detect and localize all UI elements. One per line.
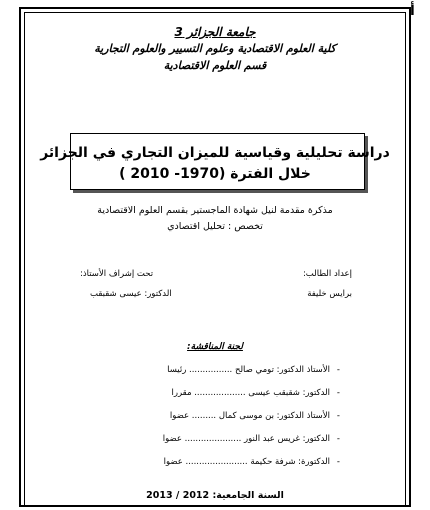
committee-member-text: الدكتور: شقبقب عيسى ................... مقررا <box>171 388 330 398</box>
committee-member <box>100 388 340 398</box>
committee-member <box>100 457 340 467</box>
student-name: برايس خليفة <box>307 289 352 299</box>
department-name: قسم العلوم الاقتصادية <box>163 59 267 72</box>
list-bullet: - <box>336 411 340 421</box>
committee-title: لجنة المناقشة: <box>187 342 243 352</box>
thesis-title-line1: دراسة تحليلية وقياسية للميزان التجاري في الجزائر <box>40 145 390 161</box>
committee-member <box>100 434 340 444</box>
university-name: جامعة الجزائر 3 <box>174 25 256 39</box>
student-label: إعداد الطالب: <box>302 269 352 279</box>
thesis-title-line2: خلال الفترة (1970- 2010 ) <box>119 166 311 182</box>
committee-member <box>100 411 340 421</box>
list-bullet: - <box>336 457 340 467</box>
committee-member <box>100 365 340 375</box>
committee-member-text: الأستاذ الدكتور: تومي صالح ................ رئيسا <box>167 365 330 375</box>
list-bullet: - <box>336 365 340 375</box>
committee-member-text: الأستاذ الدكتور: بن موسى كمال ......... عضوا <box>169 411 330 421</box>
page-mark: أ <box>410 3 415 19</box>
list-bullet: - <box>336 388 340 398</box>
memo-description: مذكرة مقدمة لنيل شهادة الماجستير بقسم العلوم الاقتصادية <box>97 205 333 216</box>
list-bullet: - <box>336 434 340 444</box>
supervisor-label: تحت إشراف الأستاذ: <box>80 269 154 279</box>
specialization: تخصص : تحليل اقتصادي <box>167 221 263 232</box>
academic-year: السنة الجامعية: 2012 / 2013 <box>146 490 284 501</box>
committee-member-text: الدكتور: غريس عبد النور ..................... عضوا <box>162 434 330 444</box>
faculty-name: كلية العلوم الاقتصادية وعلوم التسيير والعلوم التجارية <box>94 42 336 55</box>
committee-member-text: الدكتورة: شرفة حكيمة ....................... عضوا <box>163 457 330 467</box>
inner-border-frame <box>24 12 406 506</box>
supervisor-name: الدكتور: عيسى شقبقب <box>90 289 172 299</box>
